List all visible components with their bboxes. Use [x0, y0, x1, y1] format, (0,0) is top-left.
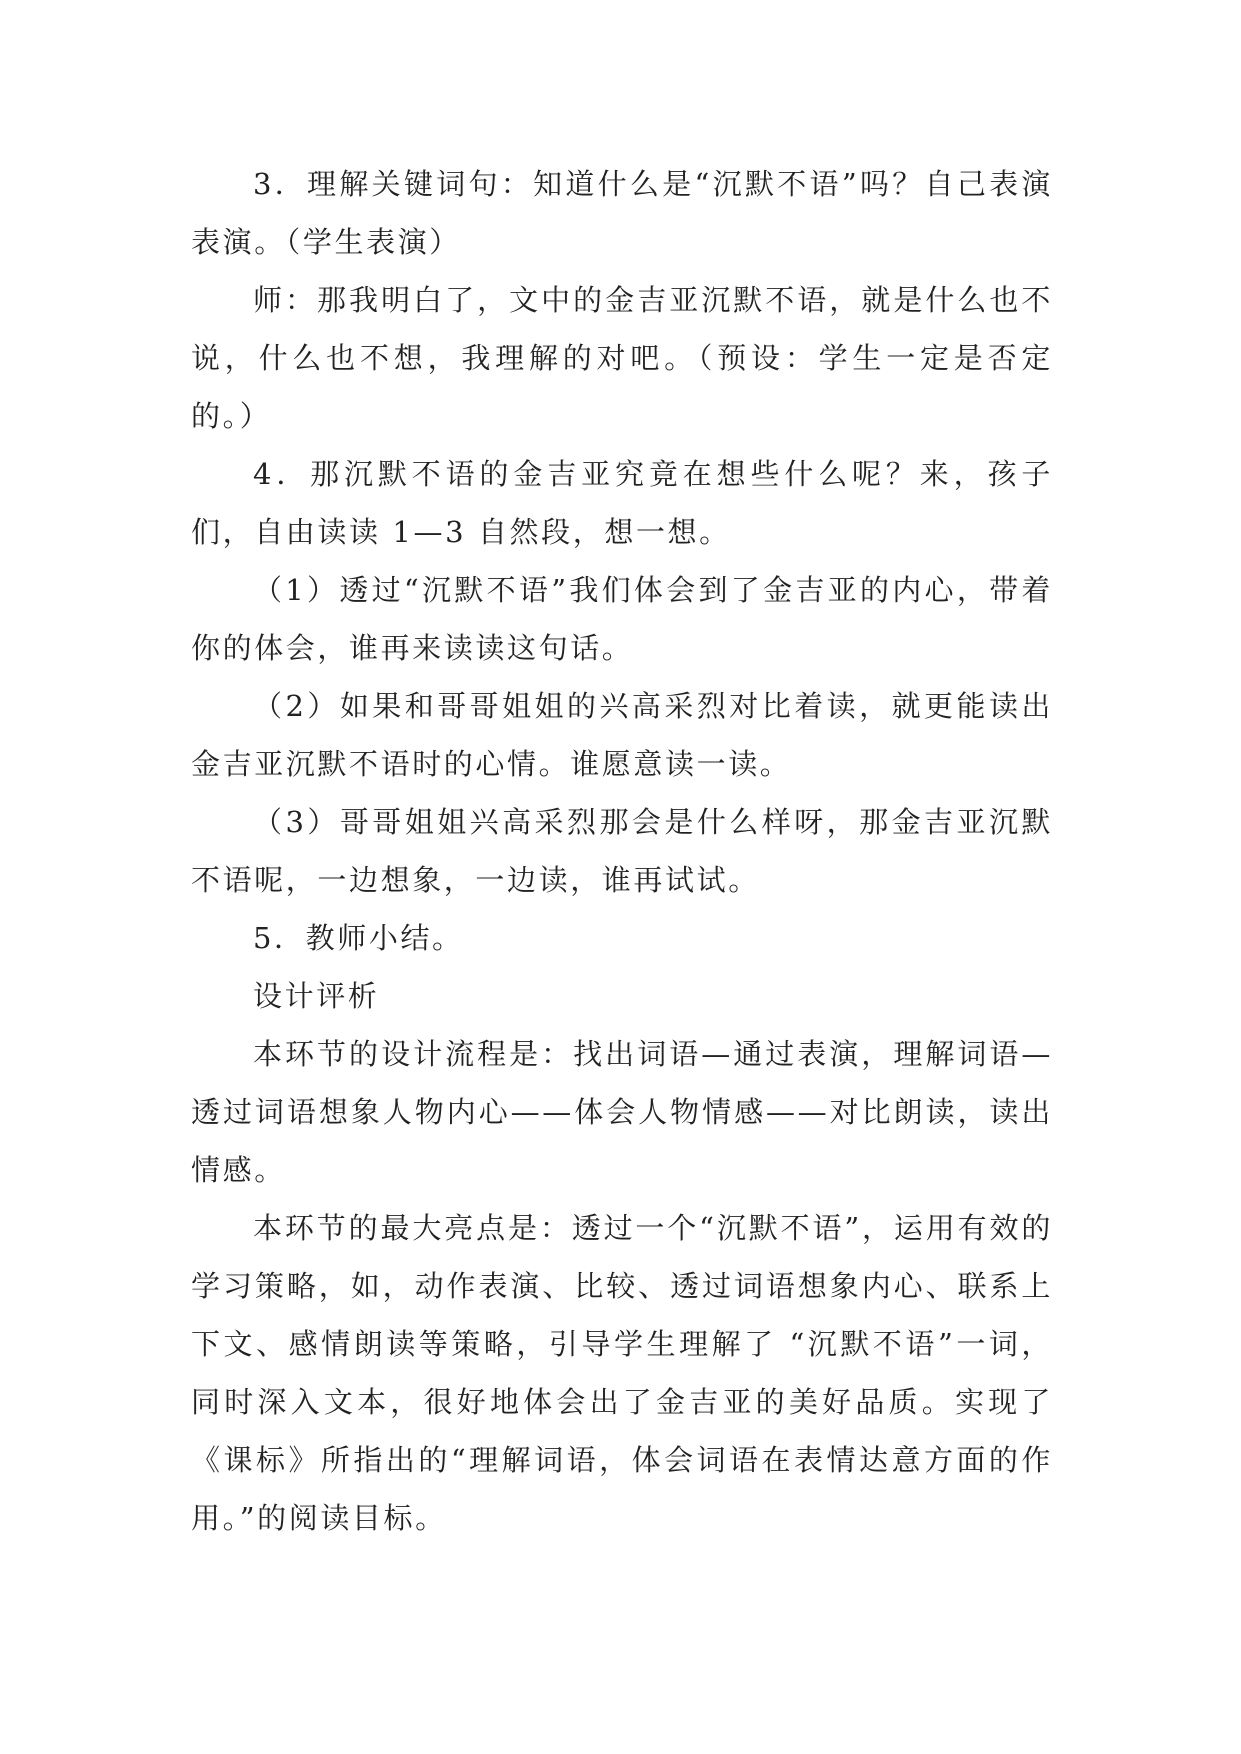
paragraph-substep-2: （2）如果和哥哥姐姐的兴高采烈对比着读，就更能读出金吉亚沉默不语时的心情。谁愿意读一读。: [191, 689, 1053, 781]
paragraph-step-3: 3．理解关键词句：知道什么是“沉默不语”吗？自己表演表演。（学生表演）: [191, 167, 1053, 259]
paragraph-step-4: 4．那沉默不语的金吉亚究竟在想些什么呢？来，孩子们，自由读读 1—3 自然段，想一想。: [191, 457, 1053, 549]
paragraph-substep-3: （3）哥哥姐姐兴高采烈那会是什么样呀，那金吉亚沉默不语呢，一边想象，一边读，谁再试试。: [191, 805, 1053, 897]
document-body: [191, 155, 1053, 1547]
paragraph-substep-1: （1）透过“沉默不语”我们体会到了金吉亚的内心，带着你的体会，谁再来读读这句话。: [191, 573, 1053, 665]
paragraph-step-5: 5．教师小结。: [253, 921, 464, 955]
section-heading-design-analysis: 设计评析: [253, 979, 380, 1013]
paragraph-design-flow: 本环节的设计流程是：找出词语—通过表演，理解词语—透过词语想象人物内心——体会人物情感——对比朗读，读出情感。: [191, 1037, 1053, 1187]
paragraph-teacher-remark: 师：那我明白了，文中的金吉亚沉默不语，就是什么也不说，什么也不想，我理解的对吧。（预设：学生一定是否定的。）: [191, 283, 1053, 433]
paragraph-highlight: 本环节的最大亮点是：透过一个“沉默不语”，运用有效的学习策略，如，动作表演、比较、透过词语想象内心、联系上下文、感情朗读等策略，引导学生理解了 “沉默不语”一词，同时深入文本，很好地体会出了金吉亚的美好品质。实现了《课标》所指出的“理解词语，体会词语在表情达意方面的作用。”的阅读目标。: [191, 1211, 1053, 1535]
